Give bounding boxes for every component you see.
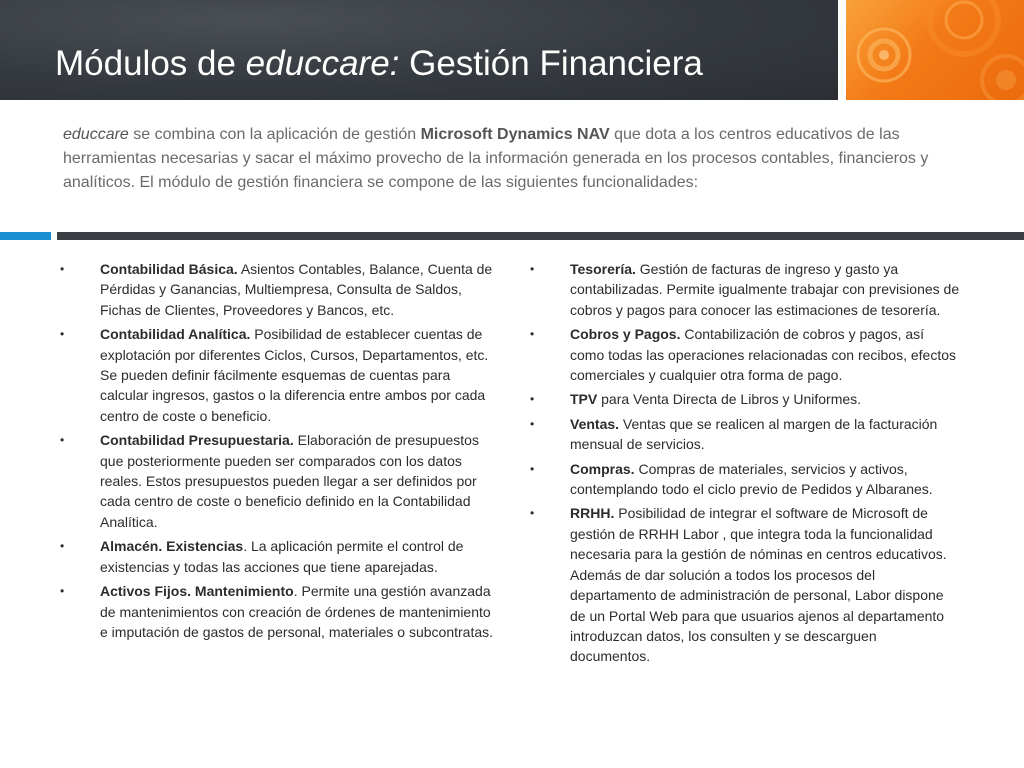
item-term: Activos Fijos. Mantenimiento <box>100 583 294 600</box>
divider-bar <box>57 232 1024 240</box>
item-text: Asientos Contables, Balance, Cuenta de Pérdidas y Ganancias, Multiempresa, Consulta de Saldos, Fichas de Clientes, Proveedores y Bancos, etc. <box>100 261 493 318</box>
item-text: Posibilidad de establecer cuentas de explotación por diferentes Ciclos, Cursos, Departamentos, etc. Se pueden definir fácilmente esquemas de cuentas para calcular ingresos, gastos o la diferencia entre ambos por cada centro de coste o beneficio. <box>100 326 489 424</box>
list-item <box>60 259 500 320</box>
bullet-icon: • <box>530 327 535 342</box>
bullet-icon: • <box>60 539 65 554</box>
item-term: Ventas. <box>570 415 620 432</box>
item-term: Contabilidad Presupuestaria. <box>100 432 294 449</box>
accent-bar-blue <box>0 232 51 240</box>
bullet-icon: • <box>530 416 535 431</box>
item-text: . La aplicación permite el control de existencias y todas las acciones que tiene aparejadas. <box>100 538 464 575</box>
list-item <box>530 414 960 455</box>
item-term: Almacén. Existencias <box>100 538 244 555</box>
intro-text-b: que dota a los centros educativos de las herramientas necesarias y sacar el máximo provecho de la información generada en los procesos contables, financieros y analíticos. El módulo de gestión financiera se compone de las siguientes funcionalidades: <box>63 126 929 191</box>
slide-title <box>55 44 703 84</box>
item-term: Compras. <box>570 460 635 477</box>
item-term: Contabilidad Analítica. <box>100 326 251 343</box>
list-item <box>60 324 500 426</box>
bullet-icon: • <box>60 327 65 342</box>
intro-brand: educcare <box>63 126 129 143</box>
list-item <box>60 536 500 577</box>
bullet-icon: • <box>530 506 535 521</box>
item-text: Compras de materiales, servicios y activos, contemplando todo el ciclo previo de Pedidos y Albaranes. <box>570 460 933 498</box>
item-text: . Permite una gestión avanzada de mantenimientos con creación de órdenes de mantenimiento e imputación de gastos de personal, materiales o subcontratas. <box>100 583 494 640</box>
bullet-icon: • <box>60 433 65 448</box>
item-term: RRHH. <box>570 505 615 522</box>
decorative-orange-panel <box>846 0 1024 100</box>
item-term: Tesorería. <box>570 261 636 277</box>
item-term: Contabilidad Básica. <box>100 261 238 277</box>
bullet-icon: • <box>60 262 65 276</box>
bullet-icon: • <box>60 584 65 599</box>
list-item <box>530 259 960 320</box>
item-text: Gestión de facturas de ingreso y gasto ya contabilizadas. Permite igualmente trabajar con previsiones de cobros y pagos para conocer las estimaciones de tesorería. <box>570 261 960 318</box>
left-bullet-list <box>60 259 500 646</box>
bullet-icon: • <box>530 262 535 276</box>
title-brand: educcare: <box>245 44 400 83</box>
list-item <box>530 503 960 666</box>
title-banner <box>0 0 838 100</box>
item-term: Cobros y Pagos. <box>570 326 681 343</box>
item-text: Posibilidad de integrar el software de Microsoft de gestión de RRHH Labor , que integra toda la funcionalidad necesaria para la gestión de nóminas en centros educativos. Además de dar solución a todos los procesos del departamento de administración de personal, Labor dispone de un Portal Web para que usuarios ajenos al departamento introduzcan datos, los consulten y se descarguen documentos. <box>570 505 947 665</box>
decorative-circles-icon <box>846 0 1024 100</box>
list-item <box>530 324 960 385</box>
item-term: TPV <box>570 391 598 408</box>
banner-divider <box>838 0 846 100</box>
list-item <box>530 389 960 409</box>
title-text-start: Módulos de <box>55 44 246 83</box>
bullet-icon: • <box>530 392 535 407</box>
intro-product: Microsoft Dynamics NAV <box>420 126 610 143</box>
list-item <box>530 459 960 500</box>
item-text: para Venta Directa de Libros y Uniformes. <box>597 391 862 408</box>
intro-paragraph <box>63 123 963 195</box>
list-item <box>60 581 500 642</box>
bullet-icon: • <box>530 461 535 476</box>
intro-text-a: se combina con la aplicación de gestión <box>128 126 421 143</box>
item-text: Elaboración de presupuestos que posteriormente pueden ser comparados con los datos reales. Estos presupuestos pueden llegar a ser definidos por cada centro de coste o beneficio definido en la Contabilidad Analítica. <box>100 432 479 530</box>
title-text-end: Gestión Financiera <box>399 44 703 83</box>
item-text: Ventas que se realicen al margen de la facturación mensual de servicios. <box>570 415 938 453</box>
list-item <box>60 430 500 532</box>
right-bullet-list <box>530 259 960 671</box>
item-text: Contabilización de cobros y pagos, así como todas las operaciones relacionadas con recibos, efectos comerciales y cualquier otra forma de pago. <box>570 326 956 384</box>
